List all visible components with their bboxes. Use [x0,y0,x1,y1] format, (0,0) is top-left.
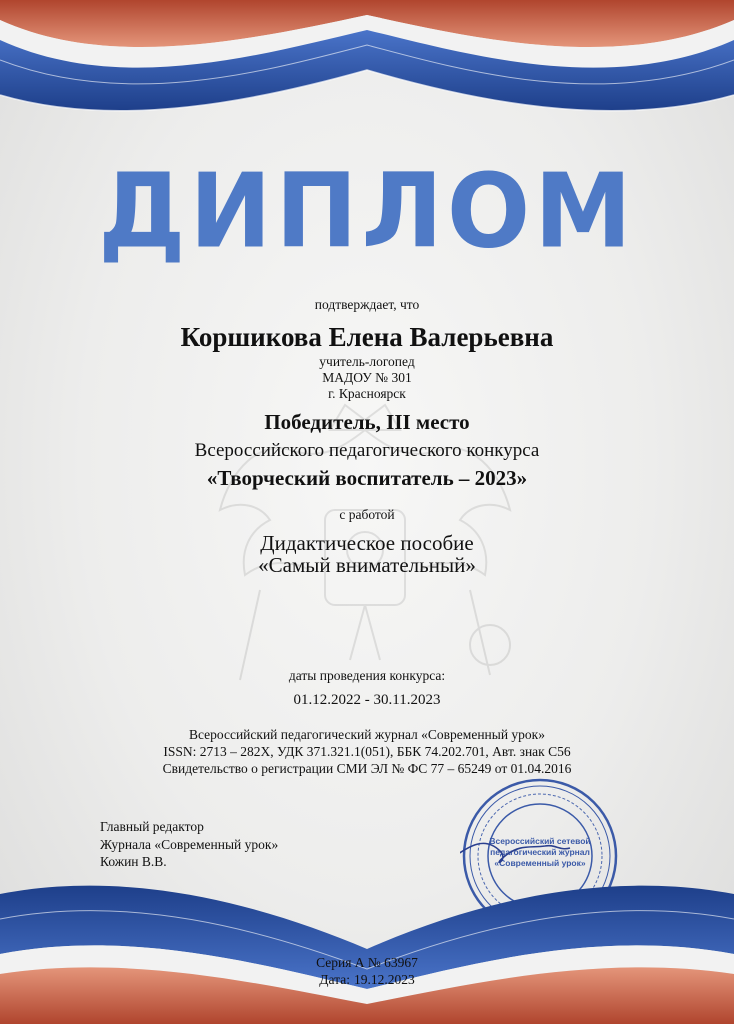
bottom-ribbon-decoration [0,874,734,1024]
series-number: Серия А № 63967 [316,955,418,970]
top-ribbon-decoration [0,0,734,130]
journal-info [0,726,734,777]
editor-line: Главный редактор [100,819,204,834]
recipient-details [0,354,734,402]
with-work-text: с работой [339,507,395,522]
organization-line: МАДОУ № 301 [322,370,412,385]
date-label: Дата: [319,972,350,987]
contest-line: Всероссийского педагогического конкурса [194,440,540,461]
work-line: «Самый внимательный» [258,553,476,577]
series-block [0,954,734,988]
issue-date-row [0,971,734,988]
editor-line: Кожин В.В. [100,854,167,869]
diploma-title: ДИПЛОМ [98,152,636,272]
stamp-line: Всероссийский сетевой [489,836,591,846]
journal-line: Свидетельство о регистрации СМИ ЭЛ № ФС 77 – 65249 от 01.04.2016 [162,761,572,776]
issue-date: 19.12.2023 [353,972,415,987]
stamp-line: «Современный урок» [494,858,586,868]
contest-name: «Творческий воспитатель – 2023» [206,466,528,490]
work-title [0,532,734,576]
stamp-line: педагогический журнал [490,847,590,857]
award-text: Победитель, III место [264,410,470,434]
journal-line: Всероссийский педагогический журнал «Современный урок» [188,727,545,742]
contest-dates: 01.12.2022 - 30.11.2023 [293,692,441,708]
confirms-text: подтверждает, что [314,297,420,312]
journal-line: ISSN: 2713 – 282X, УДК 371.321.1(051), ББК 74.202.701, Авт. знак С56 [163,744,571,759]
city-line: г. Красноярск [328,386,406,401]
recipient-name: Коршикова Елена Валерьевна [180,322,554,352]
work-line: Дидактическое пособие [260,531,474,555]
chief-editor-block [100,818,278,871]
dates-label: даты проведения конкурса: [288,668,446,683]
position-line: учитель-логопед [319,354,415,369]
editor-line: Журнала «Современный урок» [100,836,279,852]
